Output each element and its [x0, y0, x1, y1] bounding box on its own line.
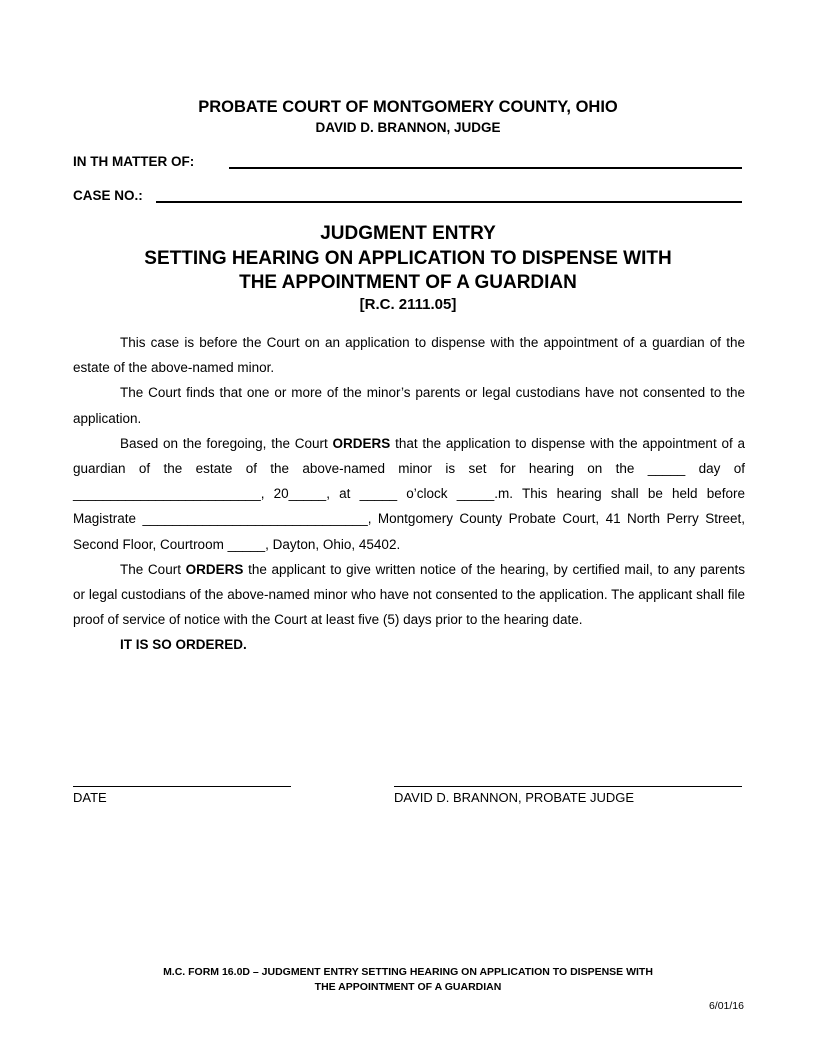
paragraph-notice-order — [73, 557, 745, 633]
hearing-order-text-b: that the application to dispense with the appointment of a guardian of the estate of the above-named minor is set for hearing on the _____ day of _________________________, 20_____, at _____ o’clock _____.m. This hearing shall be held before Magistrate ______________________________, Montgomery County Probate Court, 41 North Perry Street, Second Floor, Courtroom _____, Dayton, Ohio, 45402. — [73, 435, 746, 552]
paragraph-findings: The Court finds that one or more of the minor’s parents or legal custodians have not consented to the application. — [73, 385, 745, 426]
revision-date: 6/01/16 — [708, 1000, 744, 1012]
footer-form-title-2: THE APPOINTMENT OF A GUARDIAN — [314, 981, 502, 993]
date-label: DATE — [73, 790, 107, 805]
statute-reference: [R.C. 2111.05] — [359, 296, 457, 313]
matter-label: IN TH MATTER OF: — [73, 154, 195, 169]
court-name: PROBATE COURT OF MONTGOMERY COUNTY, OHIO — [198, 98, 618, 116]
title-judgment-entry: JUDGMENT ENTRY — [320, 223, 496, 244]
judge-signature-label: DAVID D. BRANNON, PROBATE JUDGE — [394, 790, 635, 805]
matter-field[interactable] — [229, 167, 742, 169]
title-line-3: THE APPOINTMENT OF A GUARDIAN — [239, 272, 577, 293]
paragraph-application: This case is before the Court on an application to dispense with the appointment of a guardian of the estate of the above-named minor. — [73, 335, 745, 376]
orders-emphasis: ORDERS — [332, 435, 391, 451]
judge-signature-line[interactable] — [394, 786, 742, 787]
case-number-label: CASE NO.: — [73, 188, 143, 203]
so-ordered: IT IS SO ORDERED. — [120, 637, 247, 653]
footer-form-title: M.C. FORM 16.0D – JUDGMENT ENTRY SETTING HEARING ON APPLICATION TO DISPENSE WITH — [163, 966, 653, 978]
orders-emphasis: ORDERS — [185, 561, 244, 577]
case-number-field[interactable] — [156, 201, 742, 203]
judge-name: DAVID D. BRANNON, JUDGE — [315, 120, 501, 135]
date-signature-line[interactable] — [73, 786, 291, 787]
notice-order-text-a: The Court — [120, 561, 186, 577]
hearing-order-text-a: Based on the foregoing, the Court — [120, 435, 333, 451]
title-line-2: SETTING HEARING ON APPLICATION TO DISPENSE WITH — [144, 248, 672, 269]
order-body — [73, 330, 745, 658]
notice-order-text-b: the applicant to give written notice of the hearing, by certified mail, to any parents or legal custodians of the above-named minor who have not consented to the application. The applicant shall file proof of service of notice with the Court at least five (5) days prior to the hearing date. — [73, 561, 745, 628]
paragraph-hearing-order — [73, 431, 745, 557]
